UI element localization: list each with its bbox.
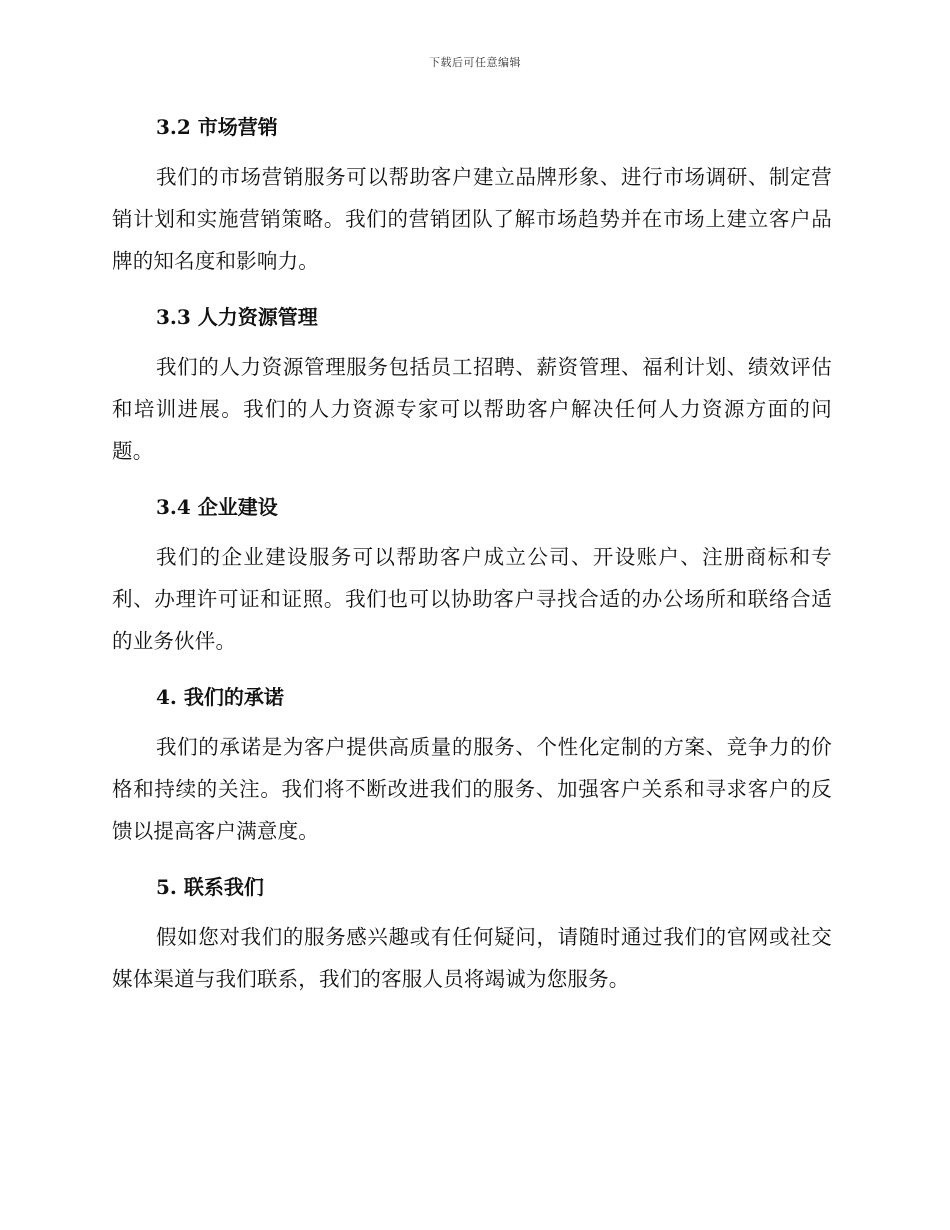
section-paragraph: 我们的承诺是为客户提供高质量的服务、个性化定制的方案、竞争力的价格和持续的关注。我们将不断改进我们的服务、加强客户关系和寻求客户的反馈以提高客户满意度。 xyxy=(112,735,832,843)
page-header-note: 下载后可任意编辑 xyxy=(429,56,521,69)
section-heading: 3.3 人力资源管理 xyxy=(156,305,318,329)
section-heading: 3.4 企业建设 xyxy=(156,495,278,519)
section-marketing xyxy=(112,112,832,282)
section-heading: 3.2 市场营销 xyxy=(156,115,278,139)
section-contact-us xyxy=(112,872,832,1000)
section-heading: 4. 我们的承诺 xyxy=(156,685,284,709)
section-enterprise-building xyxy=(112,492,832,662)
section-our-commitment xyxy=(112,682,832,852)
section-paragraph: 我们的市场营销服务可以帮助客户建立品牌形象、进行市场调研、制定营销计划和实施营销策略。我们的营销团队了解市场趋势并在市场上建立客户品牌的知名度和影响力。 xyxy=(112,165,832,273)
section-paragraph: 我们的企业建设服务可以帮助客户成立公司、开设账户、注册商标和专利、办理许可证和证照。我们也可以协助客户寻找合适的办公场所和联络合适的业务伙伴。 xyxy=(112,545,832,653)
document-body xyxy=(112,112,832,1000)
section-paragraph: 假如您对我们的服务感兴趣或有任何疑问，请随时通过我们的官网或社交媒体渠道与我们联系，我们的客服人员将竭诚为您服务。 xyxy=(112,925,832,991)
section-paragraph: 我们的人力资源管理服务包括员工招聘、薪资管理、福利计划、绩效评估和培训进展。我们的人力资源专家可以帮助客户解决任何人力资源方面的问题。 xyxy=(112,355,832,463)
section-heading: 5. 联系我们 xyxy=(156,875,264,899)
section-hr-management xyxy=(112,302,832,472)
